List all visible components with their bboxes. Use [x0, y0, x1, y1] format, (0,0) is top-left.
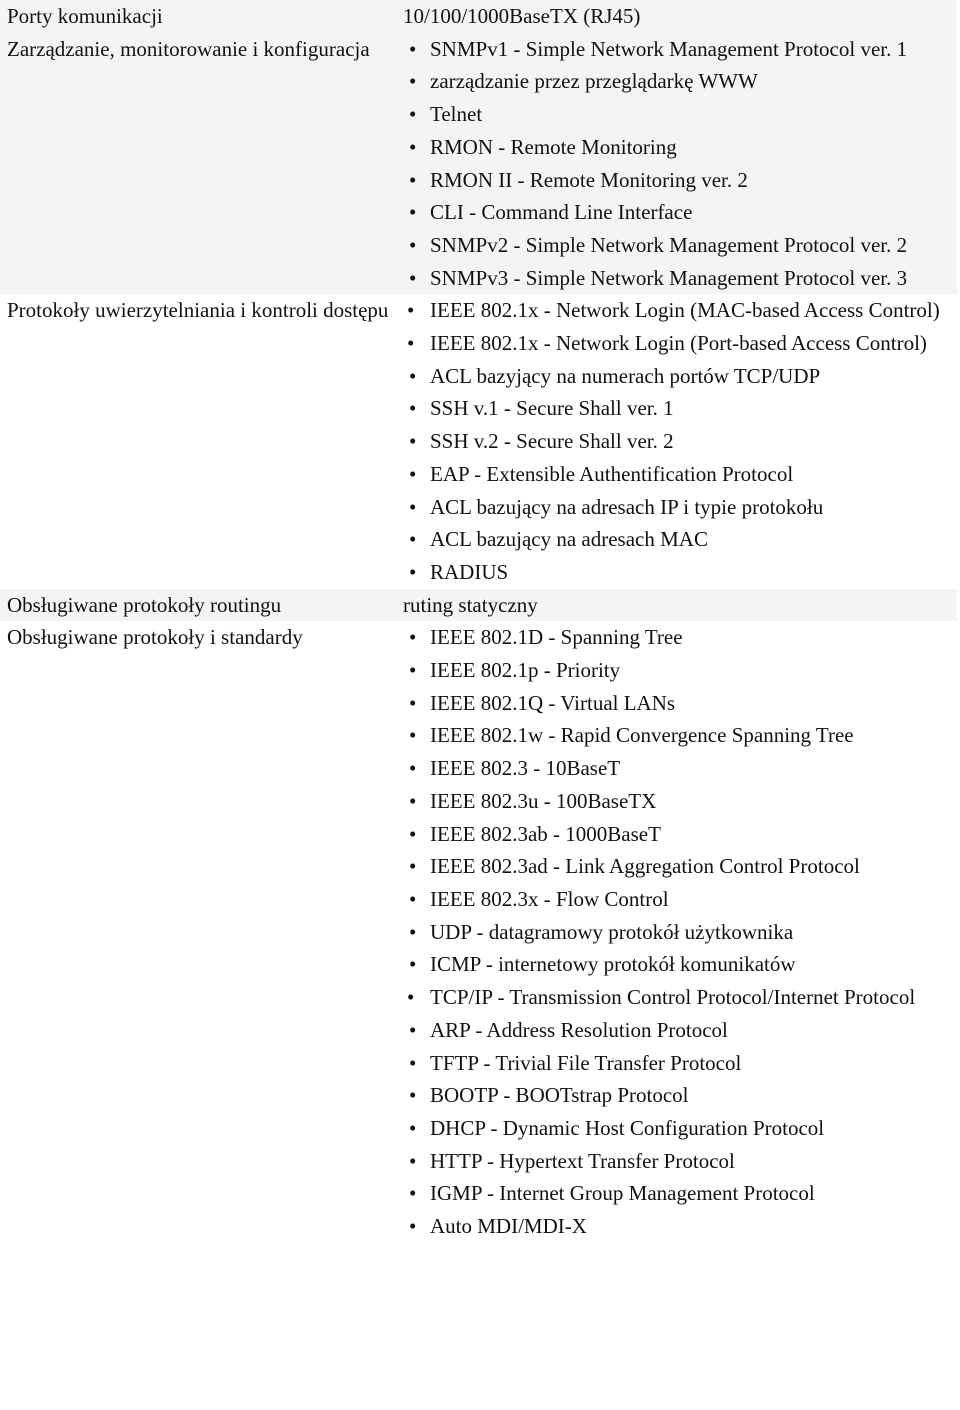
list-item: • IEEE 802.1x - Network Login (Port-based Access Control) [403, 327, 953, 360]
list-item: • TCP/IP - Transmission Control Protocol/Internet Protocol [403, 981, 953, 1014]
list-item: • IEEE 802.3ab - 1000BaseT [403, 818, 953, 851]
bullet-icon: • [409, 1115, 417, 1140]
item-list [403, 294, 953, 588]
list-item: • RMON - Remote Monitoring [403, 131, 953, 164]
bullet-icon: • [409, 134, 417, 159]
list-item: • IEEE 802.1p - Priority [403, 654, 953, 687]
bullet-icon: • [407, 331, 415, 356]
list-item: • RMON II - Remote Monitoring ver. 2 [403, 164, 953, 197]
value-text: 10/100/1000BaseTX (RJ45) [403, 4, 641, 28]
bullet-icon: • [409, 232, 417, 257]
bullet-icon: • [409, 821, 417, 846]
list-item: • IEEE 802.3u - 100BaseTX [403, 785, 953, 818]
bullet-icon: • [409, 36, 417, 61]
bullet-icon: • [407, 985, 415, 1010]
bullet-icon: • [409, 429, 417, 454]
list-item: • IEEE 802.3 - 10BaseT [403, 752, 953, 785]
list-item: • HTTP - Hypertext Transfer Protocol [403, 1145, 953, 1178]
list-item: • IEEE 802.1w - Rapid Convergence Spanning Tree [403, 719, 953, 752]
bullet-icon: • [409, 265, 417, 290]
row-label: Obsługiwane protokoły i standardy [7, 625, 303, 650]
list-item: • SSH v.1 - Secure Shall ver. 1 [403, 392, 953, 425]
value-text: ruting statyczny [403, 592, 538, 617]
bullet-icon: • [409, 625, 417, 650]
bullet-icon: • [409, 494, 417, 519]
bullet-icon: • [409, 1017, 417, 1042]
list-item: • ACL bazyjący na numerach portów TCP/UDP [403, 360, 953, 393]
bullet-icon: • [409, 200, 417, 225]
bullet-icon: • [409, 658, 417, 683]
bullet-icon: • [407, 298, 415, 323]
list-item: • SNMPv2 - Simple Network Management Protocol ver. 2 [403, 229, 953, 262]
list-item: • SNMPv3 - Simple Network Management Protocol ver. 3 [403, 262, 953, 295]
row-value [391, 294, 957, 588]
row-label: Porty komunikacji [7, 4, 163, 28]
item-list [403, 33, 953, 295]
bullet-icon: • [409, 461, 417, 486]
row-standards [0, 621, 957, 1242]
list-item: • zarządzanie przez przeglądarkę WWW [403, 65, 953, 98]
list-item: • Telnet [403, 98, 953, 131]
list-item: • ARP - Address Resolution Protocol [403, 1014, 953, 1047]
list-item: • Auto MDI/MDI-X [403, 1210, 953, 1243]
bullet-icon: • [409, 952, 417, 977]
bullet-icon: • [409, 756, 417, 781]
bullet-icon: • [409, 723, 417, 748]
bullet-icon: • [409, 788, 417, 813]
list-item: • IEEE 802.3x - Flow Control [403, 883, 953, 916]
list-item: • IEEE 802.1D - Spanning Tree [403, 621, 953, 654]
list-item: • DHCP - Dynamic Host Configuration Protocol [403, 1112, 953, 1145]
list-item: • IGMP - Internet Group Management Protocol [403, 1177, 953, 1210]
row-label: Zarządzanie, monitorowanie i konfiguracja [7, 36, 370, 61]
list-item: • SSH v.2 - Secure Shall ver. 2 [403, 425, 953, 458]
list-item: • IEEE 802.1x - Network Login (MAC-based Access Control) [403, 294, 953, 327]
list-item: • SNMPv1 - Simple Network Management Protocol ver. 1 [403, 33, 953, 66]
row-ports [0, 0, 957, 33]
row-label: Protokoły uwierzytelniania i kontroli dostępu [7, 298, 389, 323]
bullet-icon: • [409, 527, 417, 552]
bullet-icon: • [409, 1050, 417, 1075]
row-value [391, 0, 957, 33]
row-value [391, 33, 957, 295]
bullet-icon: • [409, 396, 417, 421]
bullet-icon: • [409, 1181, 417, 1206]
list-item: • IEEE 802.1Q - Virtual LANs [403, 687, 953, 720]
bullet-icon: • [409, 69, 417, 94]
item-list [403, 621, 953, 1242]
bullet-icon: • [409, 167, 417, 192]
list-item: • CLI - Command Line Interface [403, 196, 953, 229]
row-routing [0, 589, 957, 622]
list-item: • ACL bazujący na adresach IP i typie protokołu [403, 491, 953, 524]
list-item: • RADIUS [403, 556, 953, 589]
bullet-icon: • [409, 102, 417, 127]
row-authentication [0, 294, 957, 588]
list-item: • UDP - datagramowy protokół użytkownika [403, 916, 953, 949]
row-value [391, 621, 957, 1242]
list-item: • IEEE 802.3ad - Link Aggregation Control Protocol [403, 850, 953, 883]
list-item: • TFTP - Trivial File Transfer Protocol [403, 1047, 953, 1080]
bullet-icon: • [409, 886, 417, 911]
row-management [0, 33, 957, 295]
row-label: Obsługiwane protokoły routingu [7, 592, 282, 617]
bullet-icon: • [409, 1148, 417, 1173]
list-item: • ACL bazujący na adresach MAC [403, 523, 953, 556]
bullet-icon: • [409, 363, 417, 388]
bullet-icon: • [409, 559, 417, 584]
list-item: • BOOTP - BOOTstrap Protocol [403, 1079, 953, 1112]
bullet-icon: • [409, 854, 417, 879]
bullet-icon: • [409, 919, 417, 944]
row-value [391, 589, 957, 622]
bullet-icon: • [409, 1214, 417, 1239]
list-item: • ICMP - internetowy protokół komunikatów [403, 948, 953, 981]
bullet-icon: • [409, 690, 417, 715]
list-item: • EAP - Extensible Authentification Protocol [403, 458, 953, 491]
bullet-icon: • [409, 1083, 417, 1108]
